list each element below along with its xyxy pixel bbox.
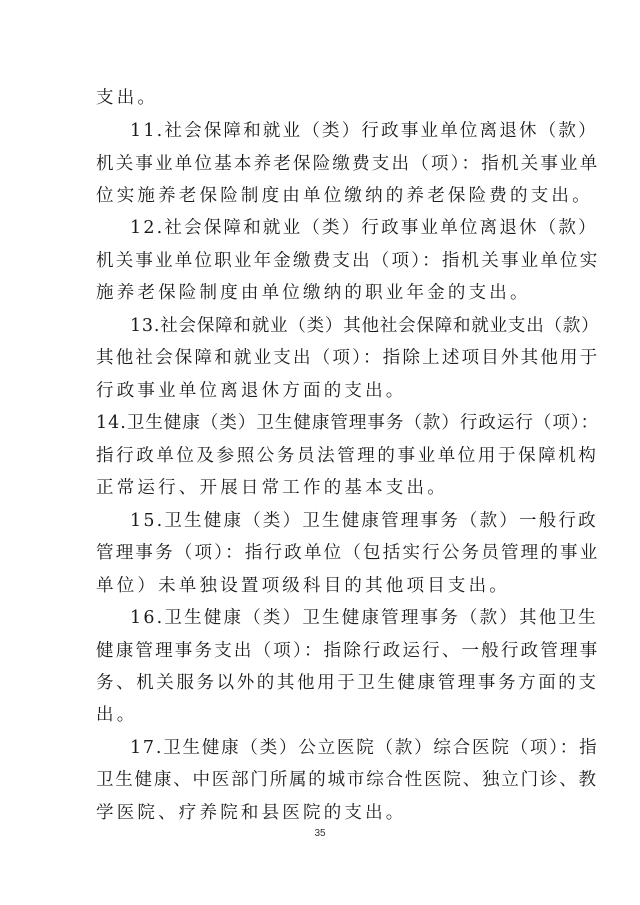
text-line: 位实施养老保险制度由单位缴纳的养老保险费的支出。	[96, 186, 593, 206]
text-line: 单位）未单独设置项级科目的其他项目支出。	[96, 576, 510, 596]
paragraph-15-heading: 15.卫生健康（类）卫生健康管理事务（款）一般行政	[130, 511, 598, 531]
text-line: 正常运行、开展日常工作的基本支出。	[96, 478, 448, 498]
text-line: 行政事业单位离退休方面的支出。	[96, 381, 407, 401]
text-line: 出。	[96, 705, 138, 725]
text-line: 指行政单位及参照公务员法管理的事业单位用于保障机构	[96, 446, 599, 466]
page-number: 35	[314, 828, 326, 839]
paragraph-17-heading: 17.卫生健康（类）公立医院（款）综合医院（项）：指	[130, 738, 599, 758]
paragraph-16-heading: 16.卫生健康（类）卫生健康管理事务（款）其他卫生	[130, 608, 598, 628]
paragraph-14-heading: 14.卫生健康（类）卫生健康管理事务（款）行政运行（项）：	[96, 413, 600, 433]
text-line: 机关事业单位职业年金缴费支出（项）：指机关事业单位实	[96, 251, 600, 271]
text-line: 机关事业单位基本养老保险缴费支出（项）：指机关事业单	[96, 154, 600, 174]
text-line: 其他社会保障和就业支出（项）：指除上述项目外其他用于	[96, 348, 600, 368]
text-line: 卫生健康、中医部门所属的城市综合性医院、独立门诊、教	[96, 770, 598, 790]
text-line: 支出。	[96, 88, 159, 108]
text-line: 健康管理事务支出（项）：指除行政运行、一般行政管理事	[96, 641, 600, 661]
text-line: 管理事务（项）：指行政单位（包括实行公务员管理的事业	[96, 543, 600, 563]
text-line: 务、机关服务以外的其他用于卫生健康管理事务方面的支	[96, 673, 599, 693]
text-line: 学医院、疗养院和县医院的支出。	[96, 803, 407, 823]
paragraph-11-heading: 11.社会保障和就业（类）行政事业单位离退休（款）	[130, 121, 598, 141]
paragraph-13-heading: 13.社会保障和就业（类）其他社会保障和就业支出（款）	[130, 316, 600, 336]
text-line: 施养老保险制度由单位缴纳的职业年金的支出。	[96, 283, 531, 303]
paragraph-12-heading: 12.社会保障和就业（类）行政事业单位离退休（款）	[130, 218, 598, 238]
